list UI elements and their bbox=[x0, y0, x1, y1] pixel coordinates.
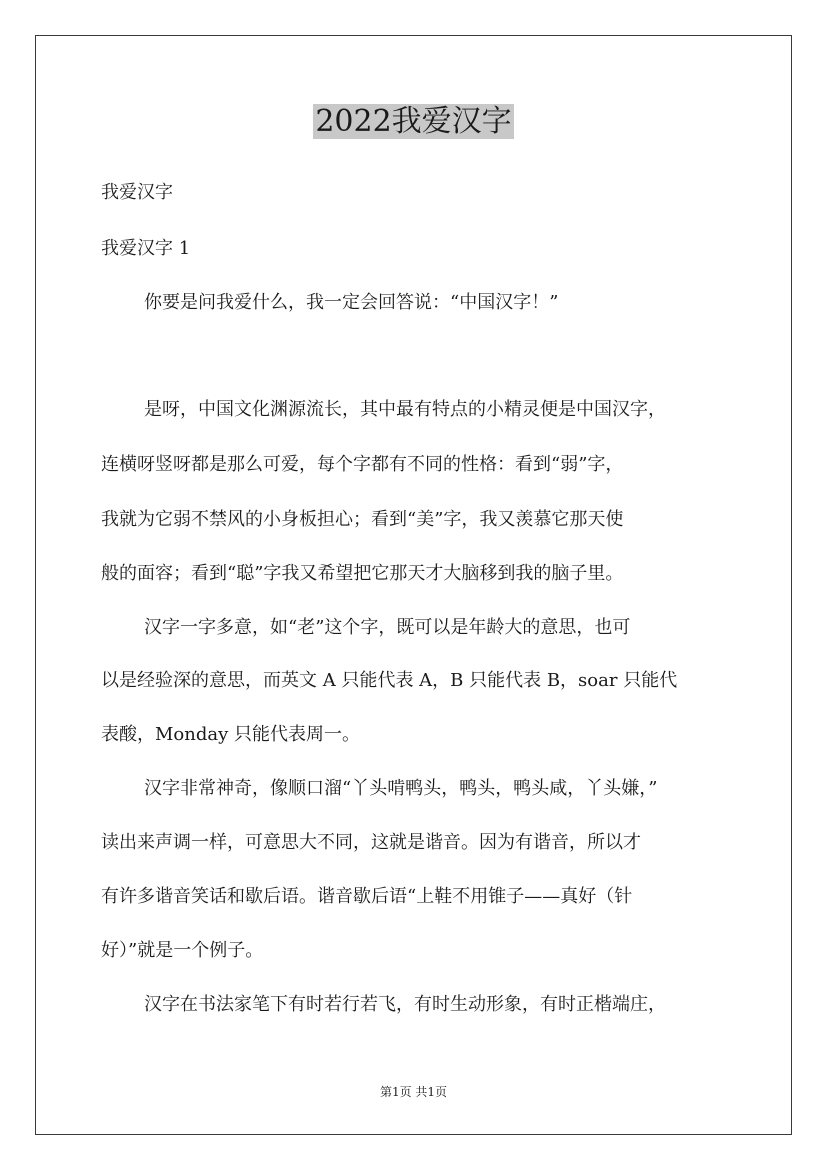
paragraph-line-9: 汉字非常神奇，像顺口溜“丫头啃鸭头，鸭头，鸭头咸，丫头嫌，” bbox=[144, 778, 658, 799]
page-footer: 第1页 共1页 bbox=[379, 1085, 448, 1099]
paragraph-line-5: 般的面容；看到“聪”字我又希望把它那天才大脑移到我的脑子里。 bbox=[101, 563, 624, 584]
paragraph-line-6: 汉字一字多意，如“老”这个字，既可以是年龄大的意思，也可 bbox=[144, 617, 631, 638]
document-heading: 我爱汉字 bbox=[101, 182, 173, 203]
paragraph-line-4: 我就为它弱不禁风的小身板担心；看到“美”字，我又羡慕它那天使 bbox=[101, 509, 624, 530]
paragraph-line-3: 连横呀竖呀都是那么可爱，每个字都有不同的性格：看到“弱”字， bbox=[101, 454, 624, 475]
paragraph-line-12: 好）”就是一个例子。 bbox=[101, 940, 264, 961]
paragraph-line-1: 你要是问我爱什么，我一定会回答说：“中国汉字！” bbox=[144, 292, 559, 313]
document-title bbox=[0, 100, 827, 144]
paragraph-line-11: 有许多谐音笑话和歇后语。谐音歇后语“上鞋不用锥子——真好（针 bbox=[101, 886, 633, 907]
paragraph-line-13: 汉字在书法家笔下有时若行若飞，有时生动形象，有时正楷端庄， bbox=[144, 994, 666, 1015]
paragraph-line-10: 读出来声调一样，可意思大不同，这就是谐音。因为有谐音，所以才 bbox=[101, 832, 641, 853]
document-title-text: 2022我爱汉字 bbox=[315, 104, 512, 139]
paragraph-line-2: 是呀，中国文化渊源流长，其中最有特点的小精灵便是中国汉字， bbox=[144, 399, 666, 420]
paragraph-line-8: 表酸，Monday 只能代表周一。 bbox=[101, 724, 361, 745]
paragraph-line-7: 以是经验深的意思，而英文 A 只能代表 A，B 只能代表 B，soar 只能代 bbox=[101, 670, 678, 691]
document-subheading: 我爱汉字 1 bbox=[101, 238, 191, 259]
